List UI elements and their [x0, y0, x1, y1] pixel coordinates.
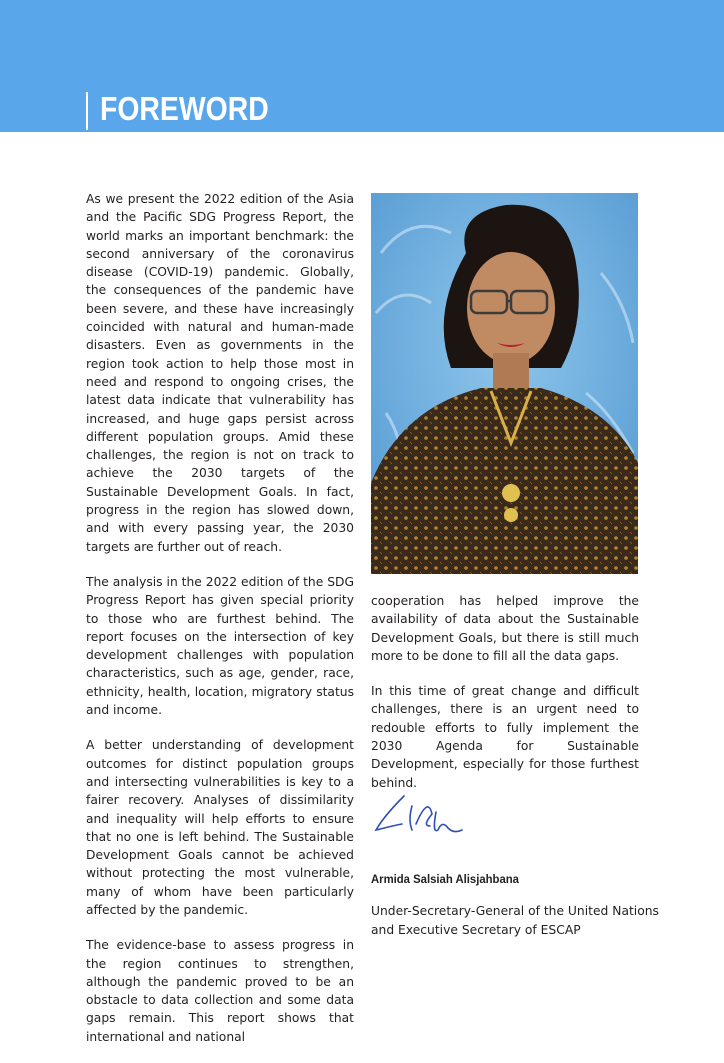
- paragraph: cooperation has helped improve the availability of data about the Sustainable Development Goals, but there is still much more to be done to fill all the data gaps.: [371, 594, 639, 663]
- handwritten-signature: [372, 790, 472, 846]
- paragraph: As we present the 2022 edition of the Asia and the Pacific SDG Progress Report, the world marks an important benchmark: the second anniversary of the coronavirus disease (COVID-19) pandemic. Globally, the consequences of the pandemic have been severe, and these have increasingly coincided with natural and human-made disasters. Even as governments in the region took action to help those most in need and respond to ongoing crises, the latest data indicate that vulnerability has increased, and huge gaps persist across different population groups. Amid these challenges, the region is not on track to achieve the 2030 targets of the Sustainable Development Goals. In fact, progress in the region has slowed down, and with every passing year, the 2030 targets are further out of reach.: [86, 192, 354, 554]
- right-column: [371, 592, 639, 809]
- paragraph: The analysis in the 2022 edition of the SDG Progress Report has given special priority to those who are furthest behind. The report focuses on the intersection of key development challenges with population characteristics, such as age, gender, race, ethnicity, health, location, migratory status and income.: [86, 574, 354, 718]
- portrait-photo: [371, 193, 638, 574]
- paragraph: A better understanding of development outcomes for distinct population groups and intersecting vulnerabilities is key to a fairer recovery. Analyses of dissimilarity and inequality will help efforts to ensure that no one is left behind. The Sustainable Development Goals cannot be achieved without protecting the most vulnerable, many of whom have been particularly affected by the pandemic.: [86, 738, 354, 917]
- left-column: [86, 190, 354, 1063]
- title-accent-bar: [86, 92, 88, 130]
- paragraph: The evidence-base to assess progress in the region continues to strengthen, although the pandemic proved to be an obstacle to data collection and some data gaps remain. This report shows that international and national: [86, 938, 354, 1044]
- signatory-title: Under-Secretary-General of the United Nations and Executive Secretary of ESCAP: [371, 904, 659, 937]
- portrait-image: [371, 193, 638, 574]
- header-banner: [0, 0, 724, 132]
- signatory-name: Armida Salsiah Alisjahbana: [371, 872, 519, 886]
- paragraph: In this time of great change and difficult challenges, there is an urgent need to redouble efforts to fully implement the 2030 Agenda for Sustainable Development, especially for those furthest behind.: [371, 684, 639, 790]
- page-title: FOREWORD: [100, 90, 269, 127]
